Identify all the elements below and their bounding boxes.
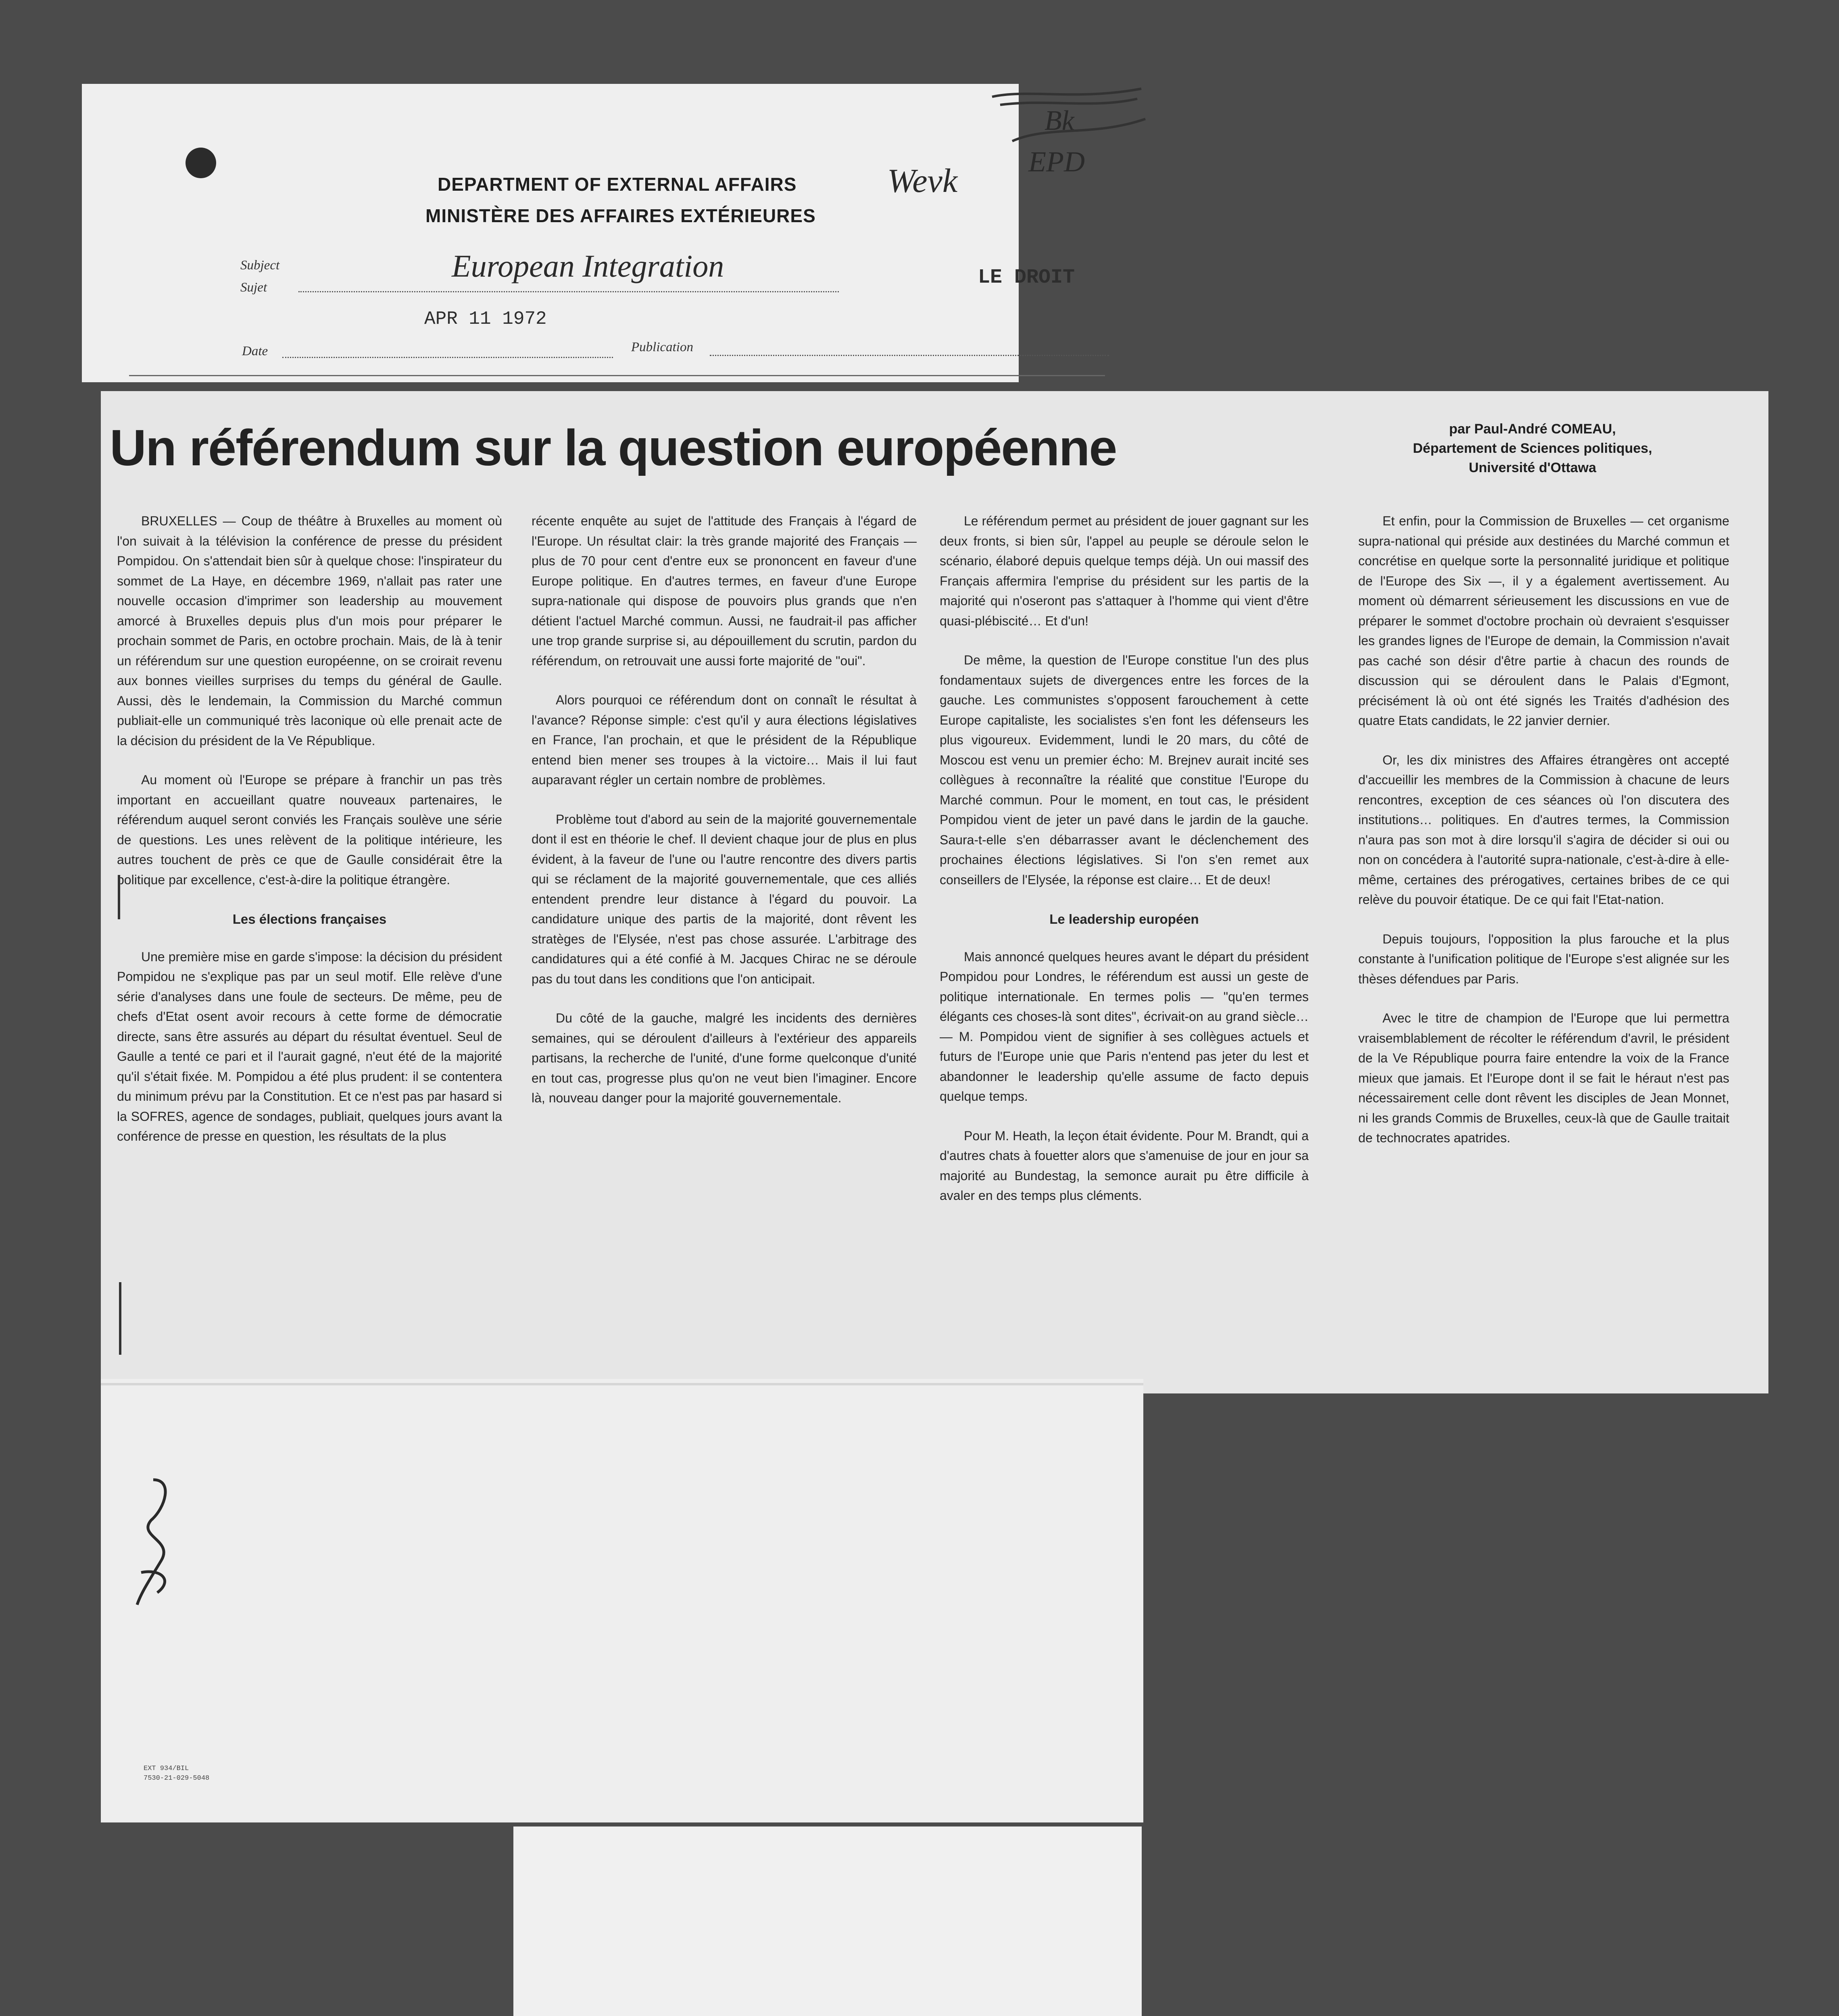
dept-name-fr: MINISTÈRE DES AFFAIRES EXTÉRIEURES (425, 205, 816, 226)
article-column-4 (1358, 511, 1729, 1168)
strikethrough-scribble-icon (988, 81, 1157, 153)
paragraph: Pour M. Heath, la leçon était évidente. Pour M. Brandt, qui a d'autres chats à fouetter alors que s'amenuise de jour en jour sa majorité au Bundestag, la semonce aurait pu être difficile à avaler en des temps plus cléments. (940, 1128, 1309, 1203)
subject-label-fr: Sujet (240, 280, 267, 295)
annotation-right: EPD (1028, 146, 1085, 178)
byline-author: par Paul-André COMEAU, (1449, 421, 1616, 437)
headline: Un référendum sur la question européenne (110, 419, 1117, 476)
date-rule (282, 357, 613, 358)
paragraph: Avec le titre de champion de l'Europe que lui permettra vraisemblablement de récolter le référendum d'avril, le président de la Ve République pourra faire entendre la voix de la France mieux que jamais. Et l'Europe dont il se fait le héraut n'est pas nécessairement celle dont rêvent les disciples de Jean Monnet, ni les grands Commis de Bruxelles, ceux-là que de Gaulle traitait de technocrates apatrides. (1358, 1011, 1729, 1145)
paragraph: Depuis toujours, l'opposition la plus farouche et la plus constante à l'unification politique de l'Europe s'est alignée sur les thèses défendues par Paris. (1358, 931, 1729, 986)
paragraph: Alors pourquoi ce référendum dont on connaît le résultat à l'avance? Réponse simple: c'est qu'il y aura élections législatives en France, l'an prochain, et que le président de la République entend bien mener ses troupes à la victoire… Mais il lui faut auparavant régler un certain nombre de problèmes. (532, 693, 917, 787)
article-column-2 (532, 511, 917, 1128)
paragraph: Une première mise en garde s'impose: la décision du président Pompidou ne s'explique pas par un seul motif. Elle relève d'une série d'analyses dans une foule de secteurs. De même, peu de chefs d'Etat osent avoir recours à cette forme de démocratie directe, sans être assurés au départ du résultat éventuel. Seul de Gaulle a tenté ce pari et il l'aurait gagné, n'eut été de la majorité qu'il s'était fixée. M. Pompidou a été plus prudent: il se contentera du minimum prévu par la Constitution. Et ce n'est pas par hasard si la SOFRES, agence de sondages, publiait, quelques jours avant la conférence de presse en question, les résultats de la plus (117, 949, 502, 1143)
byline (1331, 419, 1734, 477)
margin-mark-icon (109, 871, 133, 1363)
article-column-1 (117, 511, 502, 1166)
form-code-line: EXT 934/BIL (144, 1765, 189, 1772)
fold-line (101, 1383, 1143, 1385)
paragraph: Or, les dix ministres des Affaires étrangères ont accepté d'accueillir les membres de la Commission à chacune de leurs rencontres, exception de ces séances où l'on discutera des institutions… politiques. En d'autres termes, la Commission n'aura pas son mot à dire lorsqu'il s'agira de décider si oui ou non on concédera à l'autorité supra-nationale, c'est-à-dire à elle-même, certaines des prérogatives, certaines bribes de ce qui relève du pouvoir étatique. De ce qui fait l'Etat-nation. (1358, 752, 1729, 907)
form-code-line: 7530-21-029-5048 (144, 1774, 210, 1782)
subject-label-en: Subject (240, 258, 280, 273)
header-slip (82, 84, 1019, 382)
slip-bottom-rule (129, 375, 1105, 376)
punch-hole-icon (186, 148, 216, 178)
bottom-slip (513, 1826, 1142, 2016)
dept-name-en: DEPARTMENT OF EXTERNAL AFFAIRS (438, 174, 797, 195)
paragraph: De même, la question de l'Europe constitue l'un des plus fondamentaux sujets de divergences entre les forces de la gauche. Les communistes s'opposent farouchement à cette Europe capitaliste, les socialistes s'en font les défenseurs les plus vigoureux. Evidemment, lundi le 20 mars, du côté de Moscou est venu un premier écho: M. Brejnev aurait incité ses collègues à reconnaître la réalité que constitue l'Europe du Marché commun. Pour le moment, en tout cas, le président Pompidou vient de jeter un pavé dans le jardin de la gauche. Saura-t-elle s'en débarrasser avant le déclenchement des prochaines élections législatives. Si l'on s'en remet aux conseillers de l'Elysée, la réponse est claire… Et de deux! (940, 653, 1309, 887)
subheading: Le leadership européen (1049, 912, 1199, 927)
paragraph: BRUXELLES — Coup de théâtre à Bruxelles au moment où l'on suivait à la télévision la conférence de presse du président Pompidou. On s'attendait bien sûr à quelque chose: l'inspirateur du sommet de La Haye, en décembre 1969, n'allait pas rater une nouvelle occasion d'imprimer son leadership au mouvement amorcé à Bruxelles depuis plus d'un mois pour préparer le prochain sommet de Paris, en octobre prochain. Mais, de là à tenir un référendum sur une question européenne, on se croirait revenu aux bonnes vieilles surprises du temps du général de Gaulle. Aussi, dès le lendemain, la Commission du Marché commun publiait-elle un communiqué très laconique où elle prenait acte de la décision du président de la Ve République. (117, 514, 502, 748)
publication-stamp: LE DROIT (978, 266, 1075, 289)
byline-university: Université d'Ottawa (1468, 460, 1597, 475)
subheading: Les élections françaises (232, 912, 387, 927)
lower-page (101, 1379, 1143, 1822)
paragraph: Problème tout d'abord au sein de la majorité gouvernementale dont il est en théorie le chef. Il devient chaque jour de plus en plus évident, à la faveur de l'une ou l'autre rencontre des divers partis qui se réclament de la majorité gouvernementale, que ces alliés entendent prendre leur distance à l'égard du pouvoir. La candidature unique des partis de la majorité, dont rêvent les stratèges de l'Elysée, n'est pas chose assurée. L'arbitrage des candidatures qui a été confié à M. Jacques Chirac ne se déroule pas du tout dans les conditions que l'on anticipait. (532, 812, 917, 986)
paragraph: Le référendum permet au président de jouer gagnant sur les deux fronts, si bien sûr, l'appel au peuple se déroule selon le scénario, élaboré depuis quelque temps déjà. Un oui massif des Français affermira l'emprise du président sur les partis de la majorité qui n'oseront pas s'attaquer à l'homme qui vient d'être quasi-plébiscité… Et d'un! (940, 514, 1309, 628)
publication-label: Publication (631, 340, 693, 354)
paragraph: récente enquête au sujet de l'attitude des Français à l'égard de l'Europe. Un résultat clair: la très grande majorité des Français — plus de 70 pour cent d'entre eux se prononcent en faveur d'une Europe politique. En d'autres termes, en faveur d'une Europe supra-nationale qui dispose de pouvoirs plus grands que n'en détient l'actuel Marché commun. Aussi, ne faudrait-il pas afficher une trop grande surprise si, au dépouillement du scrutin, pardon du référendum, on retrouvait une aussi forte majorité de "oui". (532, 514, 917, 668)
publication-rule (710, 355, 1109, 356)
date-label: Date (242, 344, 268, 358)
paragraph: Et enfin, pour la Commission de Bruxelles — cet organisme supra-national qui préside aux destinées du Marché commun et concrétise en quelque sorte la personnalité juridique et politique de l'Europe des Six —, il y a également avertissement. Au moment où démarrent sérieusement les discussions en vue de préparer le sommet d'octobre prochain où devraient s'esquisser les grandes lignes de l'Europe de demain, la Commission n'avait pas caché son désir d'être partie à chacun des rounds de discussion qui se déroulent dans le Palais d'Egmont, précisément là où ont été signés les Traités d'adhésion des quatre Etats candidats, le 22 janvier dernier. (1358, 514, 1729, 728)
form-code (144, 1764, 209, 1783)
subject-rule (298, 291, 839, 292)
annotation-initials: Wevk (887, 162, 958, 200)
handwritten-initial-icon (129, 1472, 190, 1613)
article-column-3 (940, 511, 1309, 1225)
paragraph: Au moment où l'Europe se prépare à franchir un pas très important en accueillant quatre nouveaux partenaires, le référendum auquel seront conviés les Français soulève une série de questions. Les unes relèvent de la politique intérieure, les autres touchent de près ce que de Gaulle considérait être la politique par excellence, c'est-à-dire la politique étrangère. (117, 773, 502, 887)
subject-handwritten: European Integration (452, 248, 724, 283)
date-stamp: APR 11 1972 (424, 308, 547, 329)
paragraph: Du côté de la gauche, malgré les incidents des dernières semaines, qui se déroulent d'ailleurs à l'extérieur des appareils partisans, la recherche de l'unité, d'une forme quelconque d'unité en tout cas, progresse plus qu'on ne veut bien l'imaginer. Encore là, nouveau danger pour la majorité gouvernementale. (532, 1011, 917, 1105)
annotation-top: Bk (1045, 105, 1074, 136)
byline-dept: Département de Sciences politiques, (1413, 441, 1652, 456)
paragraph: Mais annoncé quelques heures avant le départ du président Pompidou pour Londres, le référendum est aussi un geste de politique internationale. En termes polis — "qu'en termes élégants ces choses-là sont dites", écrivait-on au grand siècle… — M. Pompidou vient de signifier à ses collègues actuels et futurs de l'Europe unie que Paris n'entend pas jeter du lest et abandonner le leadership qu'elle assume de facto depuis quelque temps. (940, 949, 1309, 1104)
